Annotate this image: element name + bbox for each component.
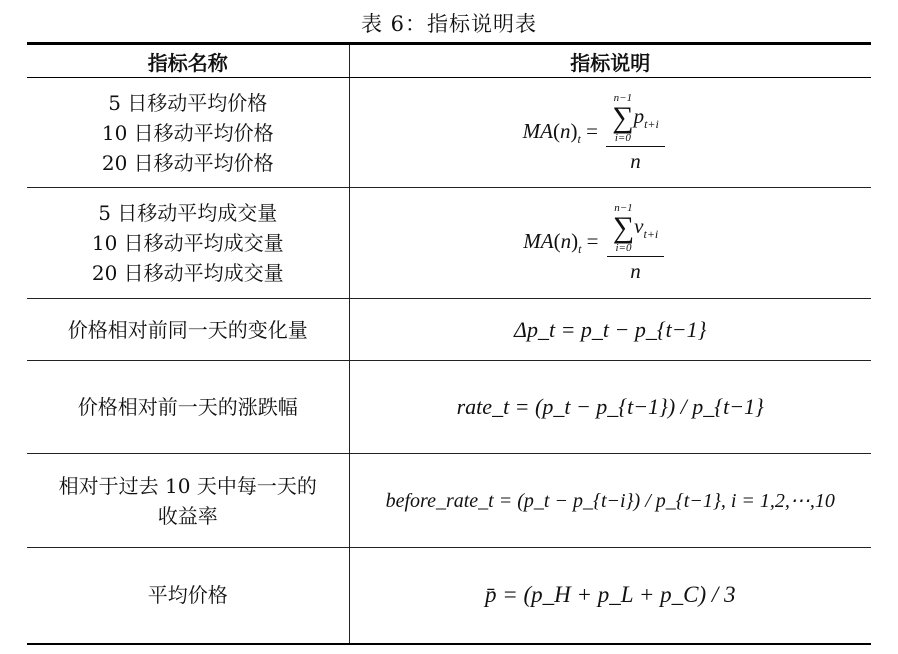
indicator-name-cell xyxy=(27,78,349,188)
formula-var-sub: t+i xyxy=(643,226,659,241)
indicator-name-cell xyxy=(27,299,349,361)
formula-ma-price: $MA(n)_t$ = n−1 ∑ i=0 $p_{t+i}$ n xyxy=(523,92,668,174)
summation-symbol: n−1 ∑ i=0 xyxy=(612,202,635,254)
formula-cell xyxy=(349,78,871,188)
sum-lower: i=0 xyxy=(615,242,632,254)
indicator-name: 平均价格 xyxy=(147,583,228,608)
formula-price-change: Δp_t = p_t − p_{t−1} xyxy=(514,316,707,342)
formula-den: n xyxy=(630,259,641,283)
table-caption: 表 6：指标说明表 xyxy=(360,12,538,36)
indicator-name: 价格相对前一天的涨跌幅 xyxy=(77,395,298,419)
formula-rate: rate_t = (p_t − p_{t−1}) / p_{t−1} xyxy=(456,394,764,419)
indicator-name-cell xyxy=(27,188,349,299)
formula-var-sub: t+i xyxy=(644,116,659,131)
table-row xyxy=(27,361,871,454)
formula-fraction xyxy=(607,202,664,284)
header-indicator-name: 指标名称 xyxy=(27,44,349,78)
indicator-name: 5 日移动平均价格 xyxy=(108,90,268,115)
indicator-name: 20 日移动平均价格 xyxy=(101,150,274,175)
formula-cell xyxy=(349,299,871,361)
indicator-name: 10 日移动平均成交量 xyxy=(91,231,284,255)
formula-arg: n xyxy=(560,228,572,253)
formula-var: p xyxy=(633,103,645,128)
formula-before-rate: before_rate_t = (p_t − p_{t−i}) / p_{t−1}, i = 1,2,⋯,10 xyxy=(385,490,835,512)
table-row xyxy=(27,78,871,188)
indicator-name: 相对于过去 10 天中每一天的 xyxy=(58,473,317,498)
sum-upper: n−1 xyxy=(614,202,633,214)
indicator-name-cell xyxy=(27,548,349,644)
sum-lower: i=0 xyxy=(614,131,631,144)
table-row xyxy=(27,454,871,548)
formula-lhs: MA xyxy=(523,228,554,253)
formula-cell xyxy=(349,188,871,299)
indicator-name: 10 日移动平均价格 xyxy=(101,120,274,145)
table-row xyxy=(27,548,871,644)
formula-cell xyxy=(349,454,871,548)
indicator-name: 收益率 xyxy=(157,503,218,528)
formula-sub: t xyxy=(577,131,581,146)
indicator-name: 价格相对前同一天的变化量 xyxy=(67,317,308,342)
formula-cell xyxy=(349,361,871,454)
formula-arg: n xyxy=(559,118,571,143)
header-indicator-desc: 指标说明 xyxy=(349,44,871,78)
formula-sub: t xyxy=(578,241,582,256)
formula-var: v xyxy=(634,213,644,238)
formula-fraction xyxy=(606,92,665,174)
indicator-name: 20 日移动平均成交量 xyxy=(91,261,284,285)
formula-lhs: MA xyxy=(522,118,553,143)
formula-den: n xyxy=(630,148,641,173)
indicator-name-cell xyxy=(27,361,349,454)
formula-ma-volume: $MA(n)_t$ = n−1 ∑ i=0 $v_{t+i}$ n xyxy=(523,202,667,284)
formula-cell xyxy=(349,548,871,644)
table-row xyxy=(27,299,871,361)
indicator-table xyxy=(27,42,871,645)
table-header-row xyxy=(27,44,871,78)
summation-symbol: n−1 ∑ i=0 xyxy=(612,91,634,144)
table-row xyxy=(27,188,871,299)
sum-upper: n−1 xyxy=(613,91,633,104)
formula-average-price: p̄ = (p_H + p_L + p_C) / 3 xyxy=(484,582,736,608)
indicator-name: 5 日移动平均成交量 xyxy=(98,201,278,225)
indicator-name-cell xyxy=(27,454,349,548)
